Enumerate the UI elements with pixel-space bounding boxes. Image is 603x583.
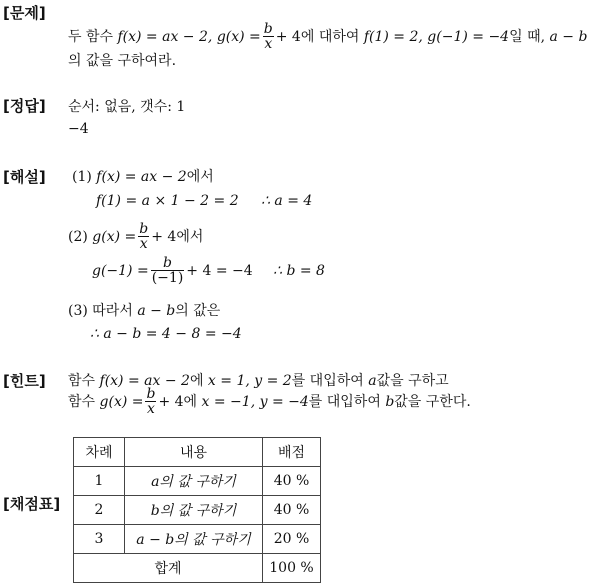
hint-variable: a <box>368 373 377 389</box>
g-definition-rest: + 4 <box>275 29 301 45</box>
problem-text: 두 함수 <box>68 29 114 45</box>
step-text: 에서 <box>186 169 214 185</box>
rubric-header-points: 배점 <box>263 438 321 467</box>
rubric-total-points: 100 % <box>263 554 321 583</box>
rubric-step: 2 <box>74 496 125 525</box>
rubric-header-row <box>74 438 321 467</box>
hint-expression-rest: + 4 <box>158 394 184 410</box>
hint-label: [힌트] <box>3 372 46 390</box>
solution-step-1-calc <box>96 193 312 209</box>
hint-variable: b <box>385 394 395 410</box>
solution-label: [해설] <box>3 168 46 186</box>
step-expression: g(x) = <box>92 229 137 245</box>
hint-text: 값을 구하고 <box>376 373 449 389</box>
step-fraction: $\frac{b}{(-1)}$ <box>151 255 184 286</box>
table-row <box>74 496 321 525</box>
step-number: (2) <box>68 229 88 245</box>
step-text: 에서 <box>176 229 204 245</box>
solution-step-2-calc <box>92 256 325 286</box>
rubric-header-content: 내용 <box>125 438 263 467</box>
rubric-points: 20 % <box>263 525 321 554</box>
hint-text: 를 대입하여 <box>291 373 364 389</box>
answer-value: −4 <box>68 121 89 137</box>
hint-values: x = −1, y = −4 <box>201 394 309 410</box>
solution-step-2 <box>68 222 203 252</box>
problem-line-2: 의 값을 구하여라. <box>68 53 177 69</box>
problem-text: 에 대하여 <box>300 29 360 45</box>
hint-text: 를 대입하여 <box>308 394 381 410</box>
problem-condition: f(1) = 2, g(−1) = −4 <box>363 29 510 45</box>
hint-line-2 <box>68 387 471 417</box>
hint-text: 함수 <box>68 373 96 389</box>
rubric-table <box>73 437 321 583</box>
rubric-content: a의 값 구하기 <box>125 467 263 496</box>
solution-step-3-result <box>90 326 242 342</box>
hint-text: 함수 <box>68 394 96 410</box>
rubric-header-step: 차례 <box>74 438 125 467</box>
g-definition: g(x) = <box>216 29 261 45</box>
step-calculation-rest: + 4 = −4 <box>186 263 253 279</box>
f-definition: f(x) = ax − 2, <box>117 29 213 45</box>
step-expression: f(x) = ax − 2 <box>96 169 187 185</box>
step-expression-rest: + 4 <box>151 229 177 245</box>
problem-label: [문제] <box>3 4 46 22</box>
hint-fraction: $\frac{b}{x}$ <box>146 386 156 417</box>
rubric-content: a − b의 값 구하기 <box>125 525 263 554</box>
rubric-points: 40 % <box>263 496 321 525</box>
solution-step-1 <box>72 166 214 186</box>
rubric-step: 3 <box>74 525 125 554</box>
step-calculation: g(−1) = <box>92 263 149 279</box>
step-text: (3) 따라서 <box>68 303 133 319</box>
table-row <box>74 525 321 554</box>
step-number: (1) <box>72 169 92 185</box>
hint-expression: f(x) = ax − 2 <box>99 373 190 389</box>
problem-text: 일 때, <box>509 29 546 45</box>
solution-step-3 <box>68 300 220 320</box>
rubric-step: 1 <box>74 467 125 496</box>
answer-label: [정답] <box>3 97 46 115</box>
step-calculation: f(1) = a × 1 − 2 = 2 <box>96 193 239 209</box>
hint-text: 값을 구한다. <box>394 394 471 410</box>
hint-values: x = 1, y = 2 <box>207 373 292 389</box>
step-text: 의 값은 <box>175 303 221 319</box>
step-fraction: $\frac{b}{x}$ <box>139 221 149 252</box>
hint-text: 에 <box>183 394 198 410</box>
hint-text: 에 <box>189 373 204 389</box>
rubric-label: [채점표] <box>3 495 61 513</box>
step-result: ∴ a − b = 4 − 8 = −4 <box>90 326 242 342</box>
rubric-total-row <box>74 554 321 583</box>
answer-line: 순서: 없음, 갯수: 1 <box>68 99 186 115</box>
problem-target: a − b <box>549 29 588 45</box>
step-result: ∴ b = 8 <box>273 263 325 279</box>
rubric-content: b의 값 구하기 <box>125 496 263 525</box>
table-row <box>74 467 321 496</box>
hint-expression: g(x) = <box>99 394 144 410</box>
step-expression: a − b <box>137 303 176 319</box>
problem-line-1 <box>68 22 587 52</box>
rubric-points: 40 % <box>263 467 321 496</box>
g-fraction: $\frac{b}{x}$ <box>263 21 273 52</box>
step-result: ∴ a = 4 <box>261 193 313 209</box>
rubric-total-label: 합계 <box>74 554 263 583</box>
